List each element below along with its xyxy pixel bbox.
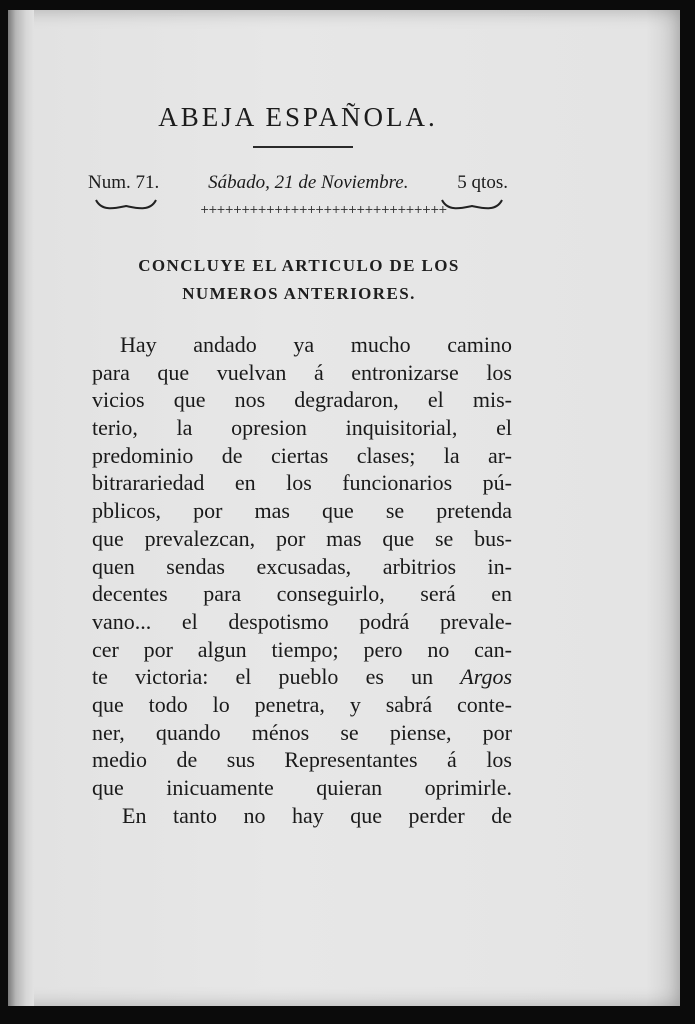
text-line: para que vuelvan á entronizarse los: [92, 359, 512, 385]
ornamental-rule: ++++++++++++++++++++++++++++++: [200, 203, 447, 216]
text-line: pblicos, por mas que se pretenda: [92, 498, 512, 524]
text-line: predominio de ciertas clases; la ar-: [92, 442, 512, 468]
right-flourish-icon: [440, 196, 504, 214]
text-line: que inicuamente quieran oprimirle.: [92, 775, 512, 800]
issue-date: Sábado, 21 de Noviembre.: [208, 172, 409, 193]
issue-line: [88, 172, 508, 194]
text-line: ner, quando ménos se piense, por: [92, 719, 512, 745]
newspaper-title: ABEJA ESPAÑOLA.: [158, 102, 438, 132]
left-flourish-icon: [94, 196, 158, 214]
text-line: Hay andado ya mucho camino: [120, 332, 512, 357]
issue-price: 5 qtos.: [457, 172, 508, 193]
heading-line-2: NUMEROS ANTERIORES.: [182, 284, 416, 303]
italic-word: Argos: [460, 664, 513, 690]
text-line: medio de sus Representantes á los: [92, 747, 512, 773]
heading-line-1: CONCLUYE EL ARTICULO DE LOS: [138, 256, 460, 275]
issue-number: Num. 71.: [88, 172, 160, 193]
text-line: cer por algun tiempo; pero no can-: [92, 636, 512, 662]
page-binding: [8, 10, 34, 1006]
text-line: vicios que nos degradaron, el mis-: [92, 387, 512, 413]
text-line: vano... el despotismo podrá prevale-: [92, 608, 512, 634]
text-line-start: te victoria: el pueblo es un: [92, 664, 434, 690]
text-line: que prevalezcan, por mas que se bus-: [92, 525, 512, 551]
text-line: quen sendas excusadas, arbitrios in-: [92, 553, 512, 579]
text-line: bitrarariedad en los funcionarios pú-: [92, 470, 512, 496]
text-line: En tanto no hay que perder de: [122, 802, 512, 828]
text-line-with-italic: [92, 663, 512, 691]
text-line: que todo lo penetra, y sabrá conte-: [92, 691, 512, 717]
article-heading: [88, 252, 510, 308]
text-line: terio, la opresion inquisitorial, el: [92, 415, 512, 441]
text-line: decentes para conseguirlo, será en: [92, 581, 512, 607]
article-body: [92, 331, 512, 829]
title-rule: [253, 146, 353, 148]
